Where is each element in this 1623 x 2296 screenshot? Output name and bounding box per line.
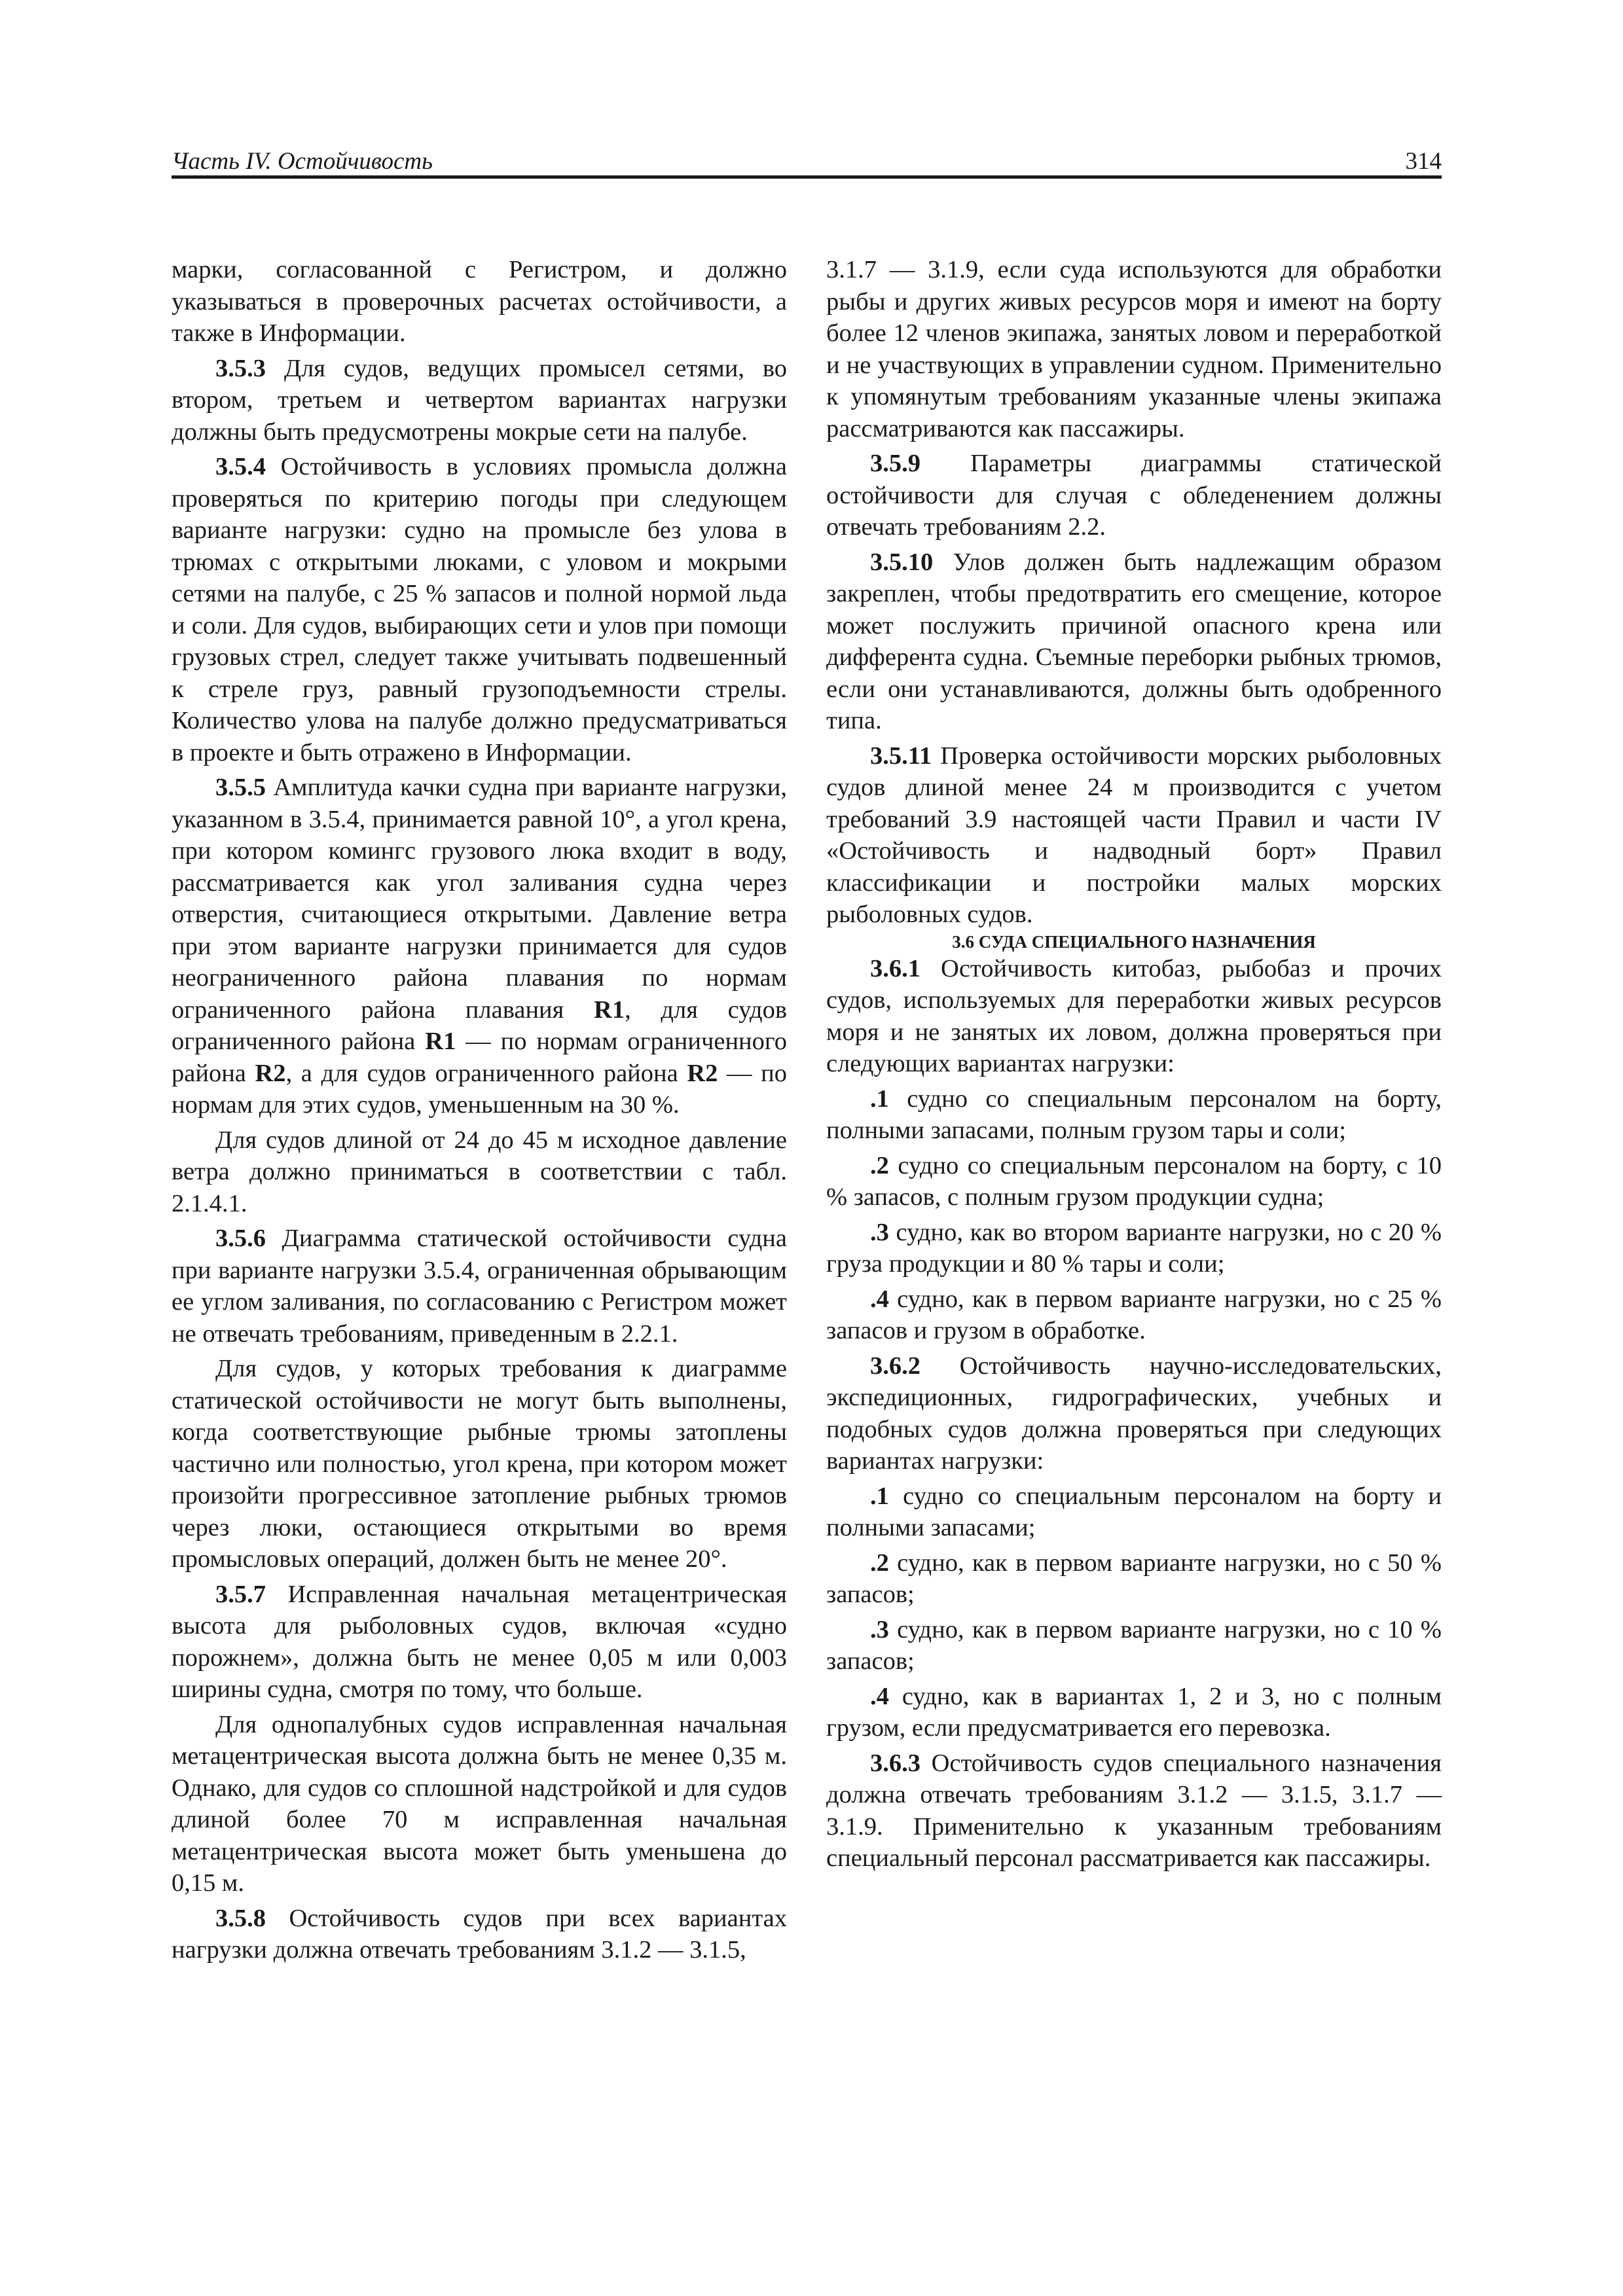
clause-number: 3.5.4 [215, 453, 266, 480]
paragraph: Для судов длиной от 24 до 45 м исходное давление ветра должно приниматься в соответствии с табл. 2.1.4.1. [172, 1126, 787, 1217]
clause-number: 3.5.11 [870, 742, 932, 770]
header-rule [172, 175, 1442, 179]
left-column [172, 254, 787, 1966]
paragraph: 3.5.5 Амплитуда качки судна при варианте нагрузки, указанном в 3.5.4, принимается равной 10°, а угол крена, при котором комингс грузового люка входит в воду, рассматривается как угол заливания судна через отверстия, считающиеся открытыми. Давление ветра при этом варианте нагрузки принимается для судов неограниченного района плавания по нормам ограниченного района плавания R1, для судов ограниченного района R1 — по нормам ограниченного района R2, а для судов ограниченного района R2 — по нормам для этих судов, уменьшенным на 30 %. [172, 774, 788, 1119]
paragraph: 3.1.7 — 3.1.9, если суда используются для обработки рыбы и других живых ресурсов моря и имеют на борту более 12 членов экипажа, занятых ловом и переработкой и не участвующих в управлении судном. Применительно к упомянутым требованиям указанные члены экипажа рассматриваются как пассажиры. [826, 256, 1442, 442]
paragraph: 3.5.4 Остойчивость в условиях промысла должна проверяться по критерию погоды при следующем варианте нагрузки: судно на промысле без улова в трюмах с открытыми люками, с уловом и мокрыми сетями на палубе, с 25 % запасов и полной нормой льда и соли. Для судов, выбирающих сети и улов при помощи грузовых стрел, следует также учитывать подвешенный к стреле груз, равный грузоподъемности стрелы. Количество улова на палубе должно предусматриваться в проекте и быть отражено в Информации. [172, 453, 787, 766]
list-item: .3 судно, как в первом варианте нагрузки, но с 10 % запасов; [826, 1615, 1442, 1675]
list-item: .1 судно со специальным персоналом на борту и полными запасами; [826, 1482, 1442, 1541]
clause-number: 3.5.3 [215, 354, 266, 382]
right-column [826, 254, 1442, 1874]
list-item: .2 судно, как в первом варианте нагрузки, но с 50 % запасов; [826, 1549, 1442, 1608]
paragraph: 3.5.3 Для судов, ведущих промысел сетями, во втором, третьем и четвертом вариантах нагрузки должны быть предусмотрены мокрые сети на палубе. [172, 354, 787, 446]
clause-number: 3.5.10 [870, 548, 934, 576]
clause-number: 3.5.6 [215, 1225, 266, 1252]
clause-number: 3.5.5 [215, 774, 266, 801]
list-item: .3 судно, как во втором варианте нагрузки, но с 20 % груза продукции и 80 % тары и соли; [826, 1218, 1442, 1278]
paragraph: марки, согласованной с Регистром, и должно указываться в проверочных расчетах остойчивости, а также в Информации. [172, 256, 787, 347]
paragraph: Для однопалубных судов исправленная начальная метацентрическая высота должна быть не менее 0,35 м. Однако, для судов со сплошной надстройкой и для судов длиной более 70 м исправленная начальная метацентрическая высота может быть уменьшена до 0,15 м. [172, 1710, 787, 1897]
section-heading: 3.6 СУДА СПЕЦИАЛЬНОГО НАЗНАЧЕНИЯ [952, 931, 1316, 952]
page-number: 314 [1405, 148, 1442, 175]
list-item: .2 судно со специальным персоналом на борту, с 10 % запасов, с полным грузом продукции судна; [826, 1151, 1442, 1211]
paragraph: 3.5.10 Улов должен быть надлежащим образом закреплен, чтобы предотвратить его смещение, которое может послужить причиной опасного крена или дифферента судна. Съемные переборки рыбных трюмов, если они устанавливаются, должны быть одобренного типа. [826, 548, 1442, 734]
list-item: .4 судно, как в первом варианте нагрузки, но с 25 % запасов и грузом в обработке. [826, 1285, 1442, 1344]
paragraph: 3.6.2 Остойчивость научно-исследовательских, экспедиционных, гидрографических, учебных и подобных судов должна проверяться при следующих вариантах нагрузки: [826, 1352, 1442, 1475]
paragraph: 3.6.1 Остойчивость китобаз, рыбобаз и прочих судов, используемых для переработки живых ресурсов моря и не занятых их ловом, должна проверяться при следующих вариантах нагрузки: [826, 954, 1442, 1077]
paragraph: 3.5.9 Параметры диаграммы статической остойчивости для случая с обледенением должны отвечать требованиям 2.2. [826, 450, 1442, 541]
paragraph: Для судов, у которых требования к диаграмме статической остойчивости не могут быть выполнены, когда соответствующие рыбные трюмы затоплены частично или полностью, угол крена, при котором может произойти прогрессивное затопление рыбных трюмов через люки, остающиеся открытыми во время промысловых операций, должен быть не менее 20°. [172, 1355, 787, 1573]
paragraph: 3.5.11 Проверка остойчивости морских рыболовных судов длиной менее 24 м производится с учетом требований 3.9 настоящей части Правил и части IV «Остойчивость и надводный борт» Правил классификации и постройки малых морских рыболовных судов. [826, 742, 1442, 928]
paragraph: 3.5.8 Остойчивость судов при всех вариантах нагрузки должна отвечать требованиям 3.1.2 — 3.1.5, [172, 1904, 787, 1964]
list-item: .4 судно, как в вариантах 1, 2 и 3, но с полным грузом, если предусматривается его перевозка. [826, 1682, 1442, 1742]
clause-number: 3.6.1 [870, 954, 921, 982]
paragraph: 3.5.6 Диаграмма статической остойчивости судна при варианте нагрузки 3.5.4, ограниченная обрывающим ее углом заливания, по согласованию с Регистром может не отвечать требованиям, приведенным в 2.2.1. [172, 1225, 787, 1348]
paragraph: 3.6.3 Остойчивость судов специального назначения должна отвечать требованиям 3.1.2 — 3.1.5, 3.1.7 — 3.1.9. Применительно к указанным требованиям специальный персонал рассматривается как пассажиры. [826, 1749, 1442, 1872]
clause-number: 3.5.8 [215, 1904, 266, 1932]
clause-number: 3.5.9 [870, 450, 921, 477]
running-title: Часть IV. Остойчивость [172, 148, 433, 175]
clause-number: 3.6.2 [870, 1352, 921, 1380]
clause-number: 3.6.3 [870, 1749, 921, 1777]
list-item: .1 судно со специальным персоналом на борту, полными запасами, полным грузом тары и соли; [826, 1085, 1442, 1144]
clause-number: 3.5.7 [215, 1580, 266, 1608]
paragraph: 3.5.7 Исправленная начальная метацентрическая высота для рыболовных судов, включая «судно порожнем», должна быть не менее 0,05 м или 0,003 ширины судна, смотря по тому, что больше. [172, 1580, 787, 1703]
